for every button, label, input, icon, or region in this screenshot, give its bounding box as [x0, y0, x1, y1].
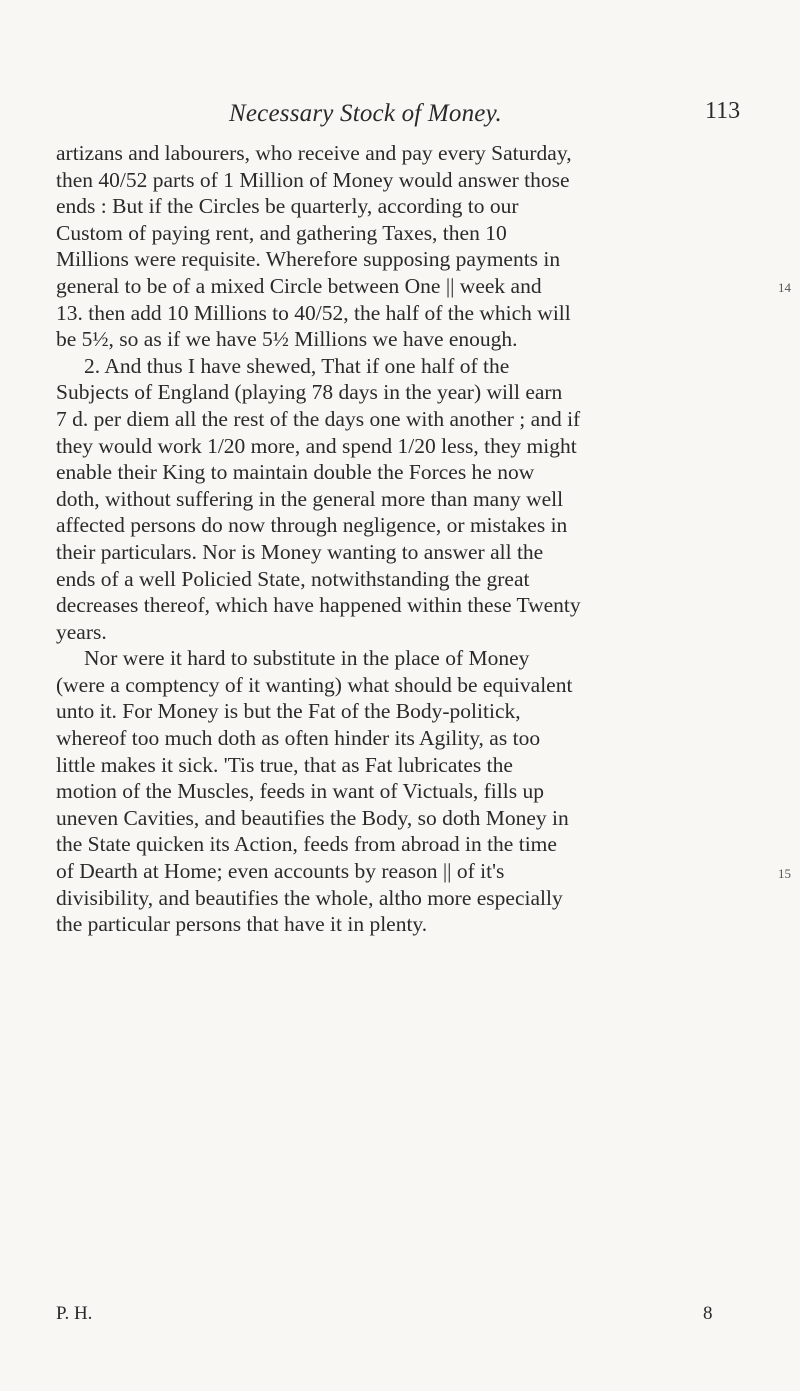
text-line: (were a comptency of it wanting) what should be equivalent — [56, 672, 573, 697]
text-line: 2. And thus I have shewed, That if one half of the — [84, 353, 510, 378]
text-line: general to be of a mixed Circle between One || week and — [56, 273, 542, 298]
text-line: Nor were it hard to substitute in the place of Money — [84, 646, 530, 671]
text-line: doth, without suffering in the general more than many well — [56, 486, 564, 511]
text-line: the particular persons that have it in plenty. — [56, 912, 428, 937]
text-line: ends : But if the Circles be quarterly, according to our — [56, 194, 519, 219]
running-title: Necessary Stock of Money. — [229, 100, 502, 127]
text-line: unto it. For Money is but the Fat of the Body-politick, — [56, 699, 521, 724]
page-header — [0, 98, 800, 138]
text-line: whereof too much doth as often hinder its Agility, as too — [56, 726, 541, 751]
text-line: uneven Cavities, and beautifies the Body, so doth Money in — [56, 805, 569, 830]
text-line: divisibility, and beautifies the whole, altho more especially — [56, 885, 563, 910]
text-line: affected persons do now through negligence, or mistakes in — [56, 513, 568, 538]
text-line: motion of the Muscles, feeds in want of Victuals, fills up — [56, 779, 544, 804]
page-footer — [0, 1303, 800, 1333]
text-line: decreases thereof, which have happened within these Twenty — [56, 593, 581, 618]
text-line: ends of a well Policied State, notwithstanding the great — [56, 566, 530, 591]
text-line: they would work 1/20 more, and spend 1/20 less, they might — [56, 433, 577, 458]
body-text — [56, 140, 716, 938]
text-line: 7 d. per diem all the rest of the days one with another ; and if — [56, 406, 581, 431]
text-line: the State quicken its Action, feeds from abroad in the time — [56, 832, 557, 857]
margin-note: 14 — [778, 280, 791, 295]
text-line: years. — [56, 619, 107, 644]
page-number: 113 — [705, 98, 741, 124]
sheet-number: 8 — [703, 1303, 713, 1324]
text-line: Custom of paying rent, and gathering Taxes, then 10 — [56, 220, 507, 245]
margin-note: 15 — [778, 866, 791, 881]
text-line: Millions were requisite. Wherefore supposing payments in — [56, 247, 561, 272]
text-line: then 40/52 parts of 1 Million of Money would answer those — [56, 167, 570, 192]
signature-mark: P. H. — [56, 1303, 93, 1324]
text-line: Subjects of England (playing 78 days in the year) will earn — [56, 380, 563, 405]
text-line: little makes it sick. 'Tis true, that as Fat lubricates the — [56, 752, 513, 777]
text-line: their particulars. Nor is Money wanting to answer all the — [56, 539, 544, 564]
text-line: 13. then add 10 Millions to 40/52, the half of the which will — [56, 300, 571, 325]
text-line: enable their King to maintain double the Forces he now — [56, 460, 535, 485]
text-line: artizans and labourers, who receive and pay every Saturday, — [56, 141, 572, 165]
text-line: of Dearth at Home; even accounts by reason || of it's — [56, 859, 505, 884]
text-line: be 5½, so as if we have 5½ Millions we have enough. — [56, 327, 518, 352]
